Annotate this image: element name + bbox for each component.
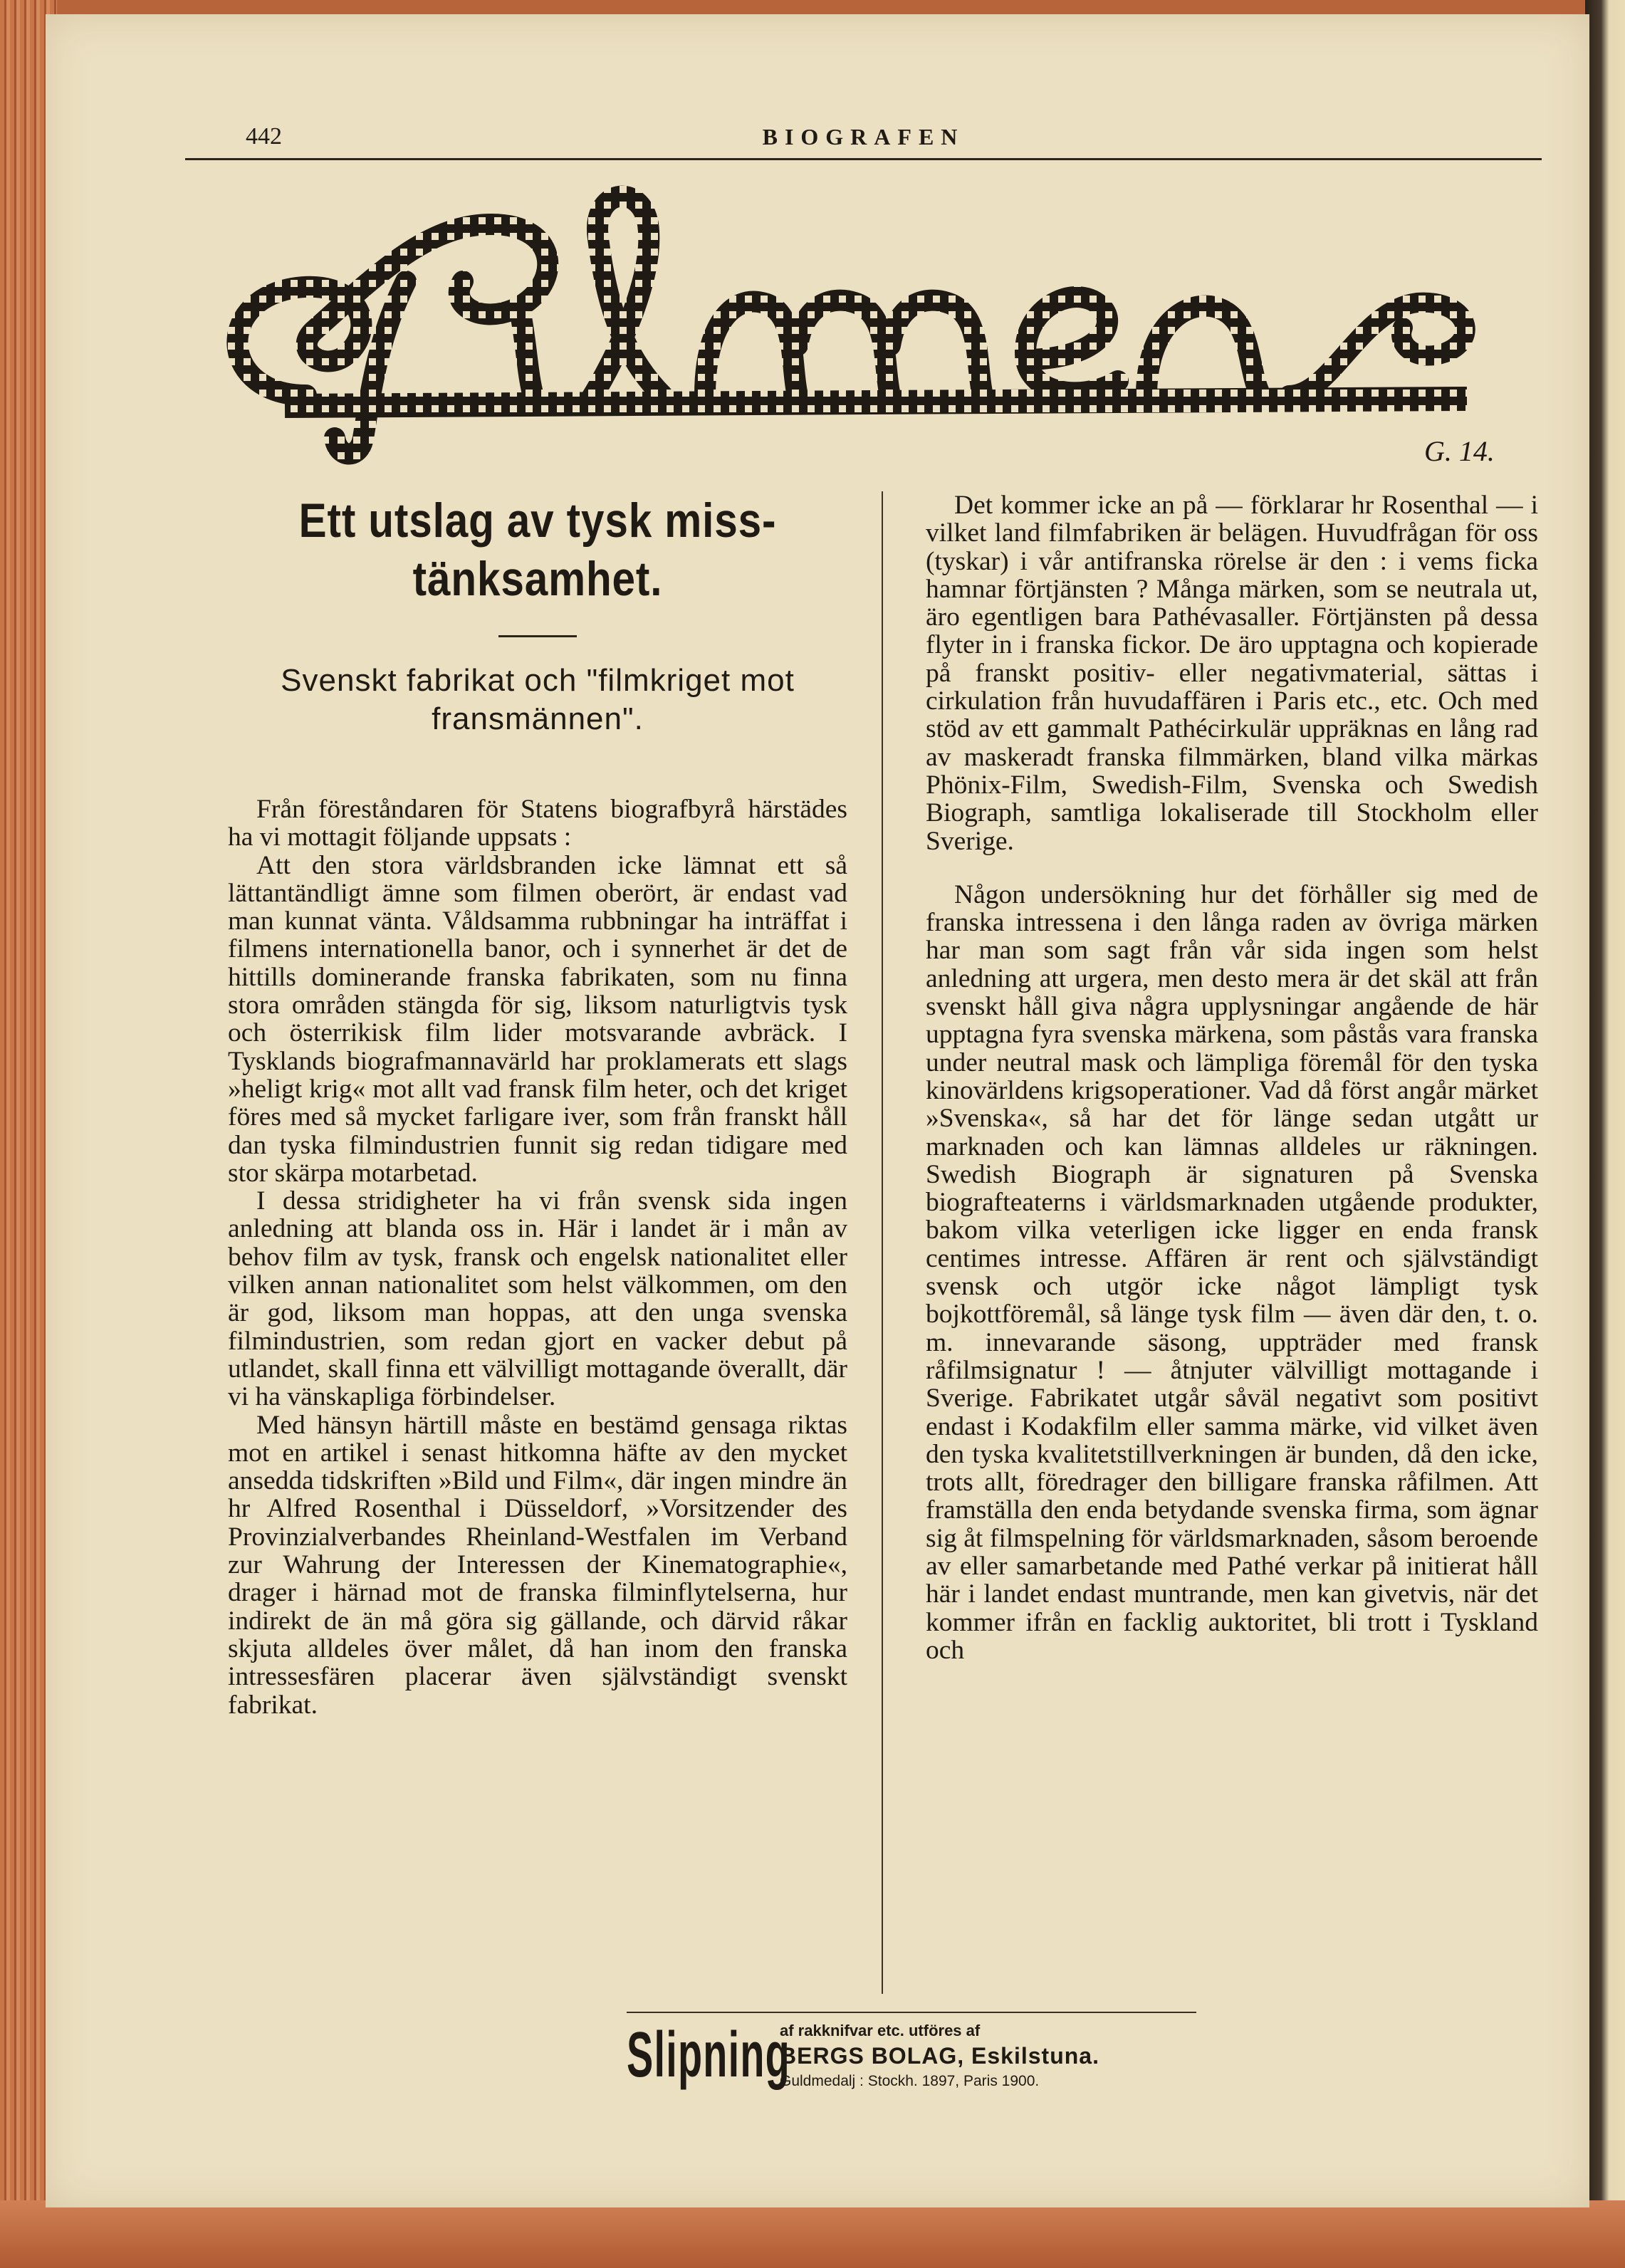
- headline-line-1: Ett utslag av tysk miss-: [298, 493, 777, 548]
- advertisement: [627, 2012, 1196, 2091]
- article-subheadline: [228, 662, 847, 738]
- subheadline-line-1: Svenskt fabrikat och "filmkriget mot: [281, 663, 795, 698]
- right-paragraph-2: Någon undersökning hur det förhåller sig med de franska intressena i den långa raden av övriga märken har man som sagt från vår sida ingen som helst anledning att urgera, men desto mera är det skäl att från svenskt håll giva några upplysningar angående de här upptagna fyra svenska märkena, som påstås vara franska under neutral mask och lämpliga föremål för den tyska kinovärldens krigsoperationer. Vad då först angår märket »Svenska«, så har det för länge sedan utgått ur marknaden och kan lämnas alldeles ur räkningen. Swedish Biograph är signaturen på Svenska biografteaterns i världsmarknaden utgående produkter, bakom vilka veterligen icke ligger en enda fransk centimes intresse. Affären är rent och självständigt svensk och utgör icke något lämpligt tysk bojkottföremål, så länge tysk film — även där den, t. o. m. innevarande säsong, uppträder med fransk råfilmsignatur ! — åtnjuter välvilligt mottagande i Sverige. Fabrikatet utgår såväl negativt som positivt endast i Kodakfilm eller samma märke, vid vilket även den tyska kvalitetstillverkningen är bunden, då den icke, trots allt, föredrager den billigare franska råfilmen. Att framställa den enda betydande svenska firma, som ägnar sig åt filmspelning för världsmarknaden, såsom beroende av eller samarbetande med Pathé verkar på initierat håll här i landet endast muntrande, men kan givetvis, när det kommer ifrån en facklig auktoritet, bli trott i Tyskland och: [926, 879, 1538, 1665]
- left-paragraph-4: Med hänsyn härtill måste en bestämd gensaga riktas mot en artikel i senast hitkomna häfte av den mycket ansedda tidskriften »Bild und Film«, där ingen mindre än hr Alfred Rosenthal i Düsseldorf, »Vorsitzender des Provinzialverbandes Rheinland-Westfalen im Verband zur Wahrung der Interessen der Kinematographie«, drager i härnad mot de franska filminflytelserna, hur indirekt de än må göra sig gällande, och därvid råkar skjuta alldeles över målet, då han inom den franska intressesfären placerar även självständigt svenskt fabrikat.: [228, 1410, 847, 1720]
- article-left-column: [228, 491, 847, 1719]
- ad-line-3: Guldmedalj : Stockh. 1897, Paris 1900.: [780, 2073, 1040, 2089]
- film-strip-letter-f: [237, 224, 548, 454]
- book-page-edges-bottom: [0, 2200, 1625, 2268]
- headline-line-2: tänksamhet.: [412, 552, 663, 606]
- right-paragraph-1: Det kommer icke an på — förklarar hr Rosenthal — i vilket land filmfabriken är belägen. Huvudfrågan för oss (tyskar) i vår antifranska rörelse är den : i vems ficka hamnar förtjänsten ? Många märken, som se neutrala ut, äro egentligen bara Pathévasaller. Förtjänsten på dessa flyter in i franska fickor. De äro upptagna och kopierade på franskt positiv- eller negativmaterial, sättas i cirkulation från huvudaffären i Paris etc., etc. Och med stöd av ett gammalt Pathécirkulär uppräknas en lång rad av maskeradt franska filmmärken, bland vilka märkas Phönix-Film, Swedish-Film, Svenska och Swedish Biograph, samtliga lokaliserade till Stockholm eller Sverige.: [926, 491, 1538, 856]
- page-number: 442: [246, 123, 282, 150]
- left-paragraph-2: Att den stora världsbranden icke lämnat ett så lättantändligt ämne som filmen oberört, är endast vad man kunnat vänta. Våldsamma rubbningar ha inträffat i filmens internationella banor, och i synnerhet är det de hittills dominerande franska fabrikaten, som nu finna stora områden stängda för sig, liksom naturligtvis tysk och österrikisk film lider motsvarande avbräck. I Tysklands biografmannavärld har proklamerats ett slags »heligt krig« mot allt vad fransk film heter, och det kriget föres med så mycket farligare iver, som från franskt håll dan tyska filmindustrien funnit sig redan tidigare med stor skärpa motarbetad.: [228, 850, 847, 1188]
- ad-line-1: af rakknifvar etc. utföres af: [780, 2022, 981, 2039]
- left-paragraph-1: Från föreståndaren för Statens biografbyrå härstädes ha vi mottagit följande uppsats :: [228, 795, 847, 852]
- ad-line-2: BERGS BOLAG, Eskilstuna.: [780, 2043, 1099, 2069]
- column-divider: [882, 491, 883, 1994]
- book-spine-right: [1585, 0, 1625, 2268]
- film-strip-tail: [1289, 303, 1465, 395]
- artist-signature: G. 14.: [1424, 435, 1495, 467]
- film-strip-letter-n: [1146, 306, 1260, 395]
- film-strip-letter-l: [591, 197, 662, 399]
- running-head: BIOGRAFEN: [762, 124, 965, 150]
- article-headline: [271, 491, 804, 608]
- film-strip-letter-e: [1025, 297, 1118, 392]
- article-right-column: [926, 491, 1538, 1664]
- filmen-title-lettering: [192, 182, 1545, 481]
- subheadline-line-2: fransmännen".: [432, 701, 644, 736]
- ad-brand: Slipning: [627, 2019, 790, 2091]
- left-paragraph-3: I dessa stridigheter ha vi från svensk sida ingen anledning att blanda oss in. Här i landet är i mån av behov film av tysk, fransk och engelsk nationalitet eller vilken annan nationalitet som helst välkommen, om den är god, liksom man hoppas, att den unga svenska filmindustrien, som redan gjort en vacker debut på utlandet, skall finna ett välvilligt mottagande överallt, där vi ha vänskapliga förbindelser.: [228, 1186, 847, 1412]
- page-header: [185, 121, 1542, 160]
- film-strip-letter-i: [520, 310, 534, 399]
- film-strip-letter-m: [705, 301, 983, 395]
- headline-rule: [498, 635, 577, 637]
